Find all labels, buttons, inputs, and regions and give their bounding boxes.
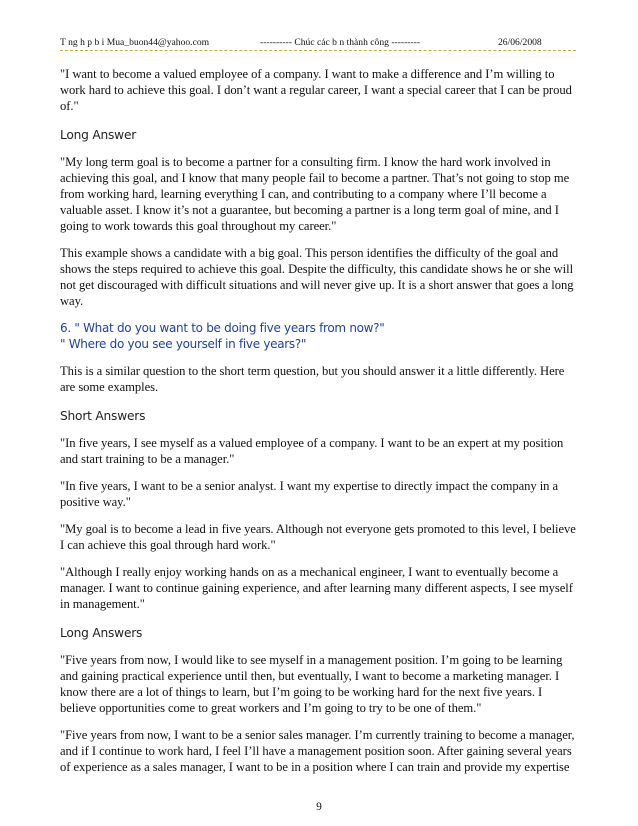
header-date: 26/06/2008 (498, 37, 542, 48)
question-6-line-1: 6. " What do you want to be doing five years from now?" (60, 321, 385, 335)
header-divider (60, 50, 576, 51)
paragraph-explanation: This example shows a candidate with a big goal. This person identifies the difficulty of the goal and shows the steps required to achieve this goal. Despite the difficulty, this candidate shows he or she will not get discouraged with difficult situations and will never give up. It is a short answer that goes a long way. (60, 246, 574, 308)
paragraph-short-answer-2: "In five years, I want to be a senior analyst. I want my expertise to directly impact the company in a positive way." (60, 479, 559, 509)
paragraph-short-answer-3: "My goal is to become a lead in five years. Although not everyone gets promoted to this level, I believe I can achieve this goal through hard work." (60, 522, 576, 552)
paragraph-short-answer-1: "In five years, I see myself as a valued employee of a company. I want to be an expert at my position and start training to be a manager." (60, 436, 564, 466)
paragraph-short-answer-example: "I want to become a valued employee of a company. I want to make a difference and I’m willing to work hard to achieve this goal. I don’t want a regular career, I want a special career that I can be proud of." (60, 67, 572, 113)
question-6-line-2: " Where do you see yourself in five years?" (60, 337, 307, 351)
paragraph-long-answer-example: "My long term goal is to become a partner for a consulting firm. I know the hard work involved in achieving this goal, and I know that many people fail to become a partner. That’s not going to stop me from working hard, learning everything I can, and contributing to a company where I’ll become a valuable asset. I know it’s not a guarantee, but becoming a partner is a long term goal of mine, and I going to work towards this goal throughout my career." (60, 155, 570, 233)
page-content (60, 66, 576, 775)
page-number: 9 (316, 801, 322, 813)
heading-long-answer: Long Answer (60, 128, 137, 142)
page-header (60, 37, 576, 51)
heading-short-answers: Short Answers (60, 409, 146, 423)
paragraph-question-intro: This is a similar question to the short term question, but you should answer it a little differently. Here are some examples. (60, 364, 565, 394)
heading-long-answers: Long Answers (60, 626, 143, 640)
paragraph-short-answer-4: "Although I really enjoy working hands on as a mechanical engineer, I want to eventually become a manager. I want to continue gaining experience, and after learning many different aspects, I see myself in management." (60, 565, 573, 611)
paragraph-long-answer-2: "Five years from now, I want to be a senior sales manager. I’m currently training to become a manager, and if I continue to work hard, I feel I’ll have a management position soon. After gaining several years of experience as a sales manager, I want to be in a position where I can train and provide my expertise (60, 728, 575, 774)
paragraph-long-answer-1: "Five years from now, I would like to see myself in a management position. I’m going to be learning and gaining practical experience until then, but eventually, I want to become a marketing manager. I know there are a lot of things to learn, but I’m going to be working hard for the next five years. I believe opportunities come to great workers and I’m going to try to be one of them." (60, 653, 563, 715)
header-slogan: ---------- Chúc các b n thành công --------- (260, 37, 421, 48)
header-author: T ng h p b i Mua_buon44@yahoo.com (60, 37, 210, 48)
